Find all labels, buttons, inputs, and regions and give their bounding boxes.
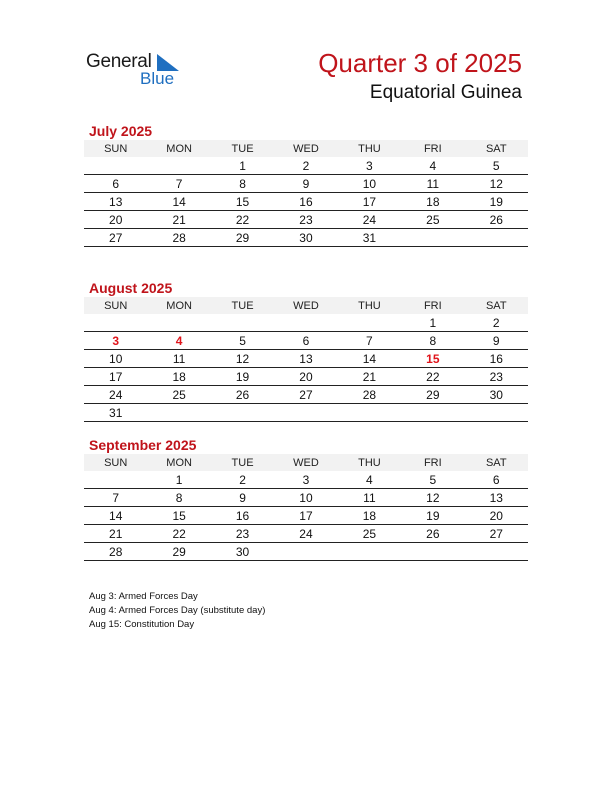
country-name: Equatorial Guinea: [369, 82, 522, 103]
day-cell: [401, 543, 464, 561]
day-cell: [465, 404, 528, 422]
week-row: [84, 543, 528, 561]
day-cell: 16: [211, 507, 274, 525]
day-cell: 2: [211, 471, 274, 489]
day-cell: 31: [84, 404, 147, 422]
weekday-header-row: [84, 297, 528, 314]
day-cell: [147, 404, 210, 422]
day-cell: 3: [338, 157, 401, 175]
day-cell: 15: [401, 350, 464, 368]
day-cell: [338, 314, 401, 332]
day-cell: 7: [147, 175, 210, 193]
month-title: August 2025: [89, 280, 173, 296]
day-cell: 23: [465, 368, 528, 386]
week-row: [84, 368, 528, 386]
week-row: [84, 489, 528, 507]
day-cell: 27: [274, 386, 337, 404]
day-cell: 19: [211, 368, 274, 386]
day-cell: [274, 404, 337, 422]
day-cell: 12: [465, 175, 528, 193]
day-cell: 23: [211, 525, 274, 543]
weekday-header: FRI: [401, 140, 464, 157]
day-cell: 16: [465, 350, 528, 368]
day-cell: 27: [84, 229, 147, 247]
day-cell: 17: [84, 368, 147, 386]
week-row: [84, 507, 528, 525]
day-cell: 25: [338, 525, 401, 543]
day-cell: [465, 543, 528, 561]
day-cell: 27: [465, 525, 528, 543]
weekday-header: WED: [274, 297, 337, 314]
day-cell: [338, 404, 401, 422]
day-cell: 10: [84, 350, 147, 368]
day-cell: 15: [147, 507, 210, 525]
day-cell: 6: [84, 175, 147, 193]
logo: [86, 51, 186, 91]
month-title: July 2025: [89, 123, 153, 139]
weekday-header: SUN: [84, 454, 147, 471]
weekday-header: SAT: [465, 297, 528, 314]
day-cell: 18: [338, 507, 401, 525]
day-cell: 7: [338, 332, 401, 350]
day-cell: 12: [401, 489, 464, 507]
week-row: [84, 386, 528, 404]
day-cell: 17: [338, 193, 401, 211]
logo-blue-text: Blue: [140, 69, 175, 88]
day-cell: [401, 229, 464, 247]
day-cell: 25: [401, 211, 464, 229]
day-cell: 1: [147, 471, 210, 489]
week-row: [84, 350, 528, 368]
weekday-header-row: [84, 140, 528, 157]
weekday-header: THU: [338, 454, 401, 471]
holiday-note: Aug 15: Constitution Day: [89, 619, 195, 630]
month-title: September 2025: [89, 437, 197, 453]
page-title: Quarter 3 of 2025: [318, 48, 522, 78]
day-cell: 1: [211, 157, 274, 175]
weekday-header: FRI: [401, 454, 464, 471]
day-cell: 11: [147, 350, 210, 368]
week-row: [84, 193, 528, 211]
day-cell: 29: [147, 543, 210, 561]
day-cell: 29: [401, 386, 464, 404]
calendar-grid: [84, 454, 528, 561]
day-cell: 14: [338, 350, 401, 368]
day-cell: 9: [211, 489, 274, 507]
weekday-header: THU: [338, 297, 401, 314]
weekday-header: THU: [338, 140, 401, 157]
weekday-header: WED: [274, 140, 337, 157]
holiday-notes: [89, 590, 265, 632]
day-cell: 16: [274, 193, 337, 211]
day-cell: 8: [401, 332, 464, 350]
day-cell: 13: [274, 350, 337, 368]
day-cell: 20: [274, 368, 337, 386]
weekday-header: SAT: [465, 140, 528, 157]
day-cell: 9: [274, 175, 337, 193]
holiday-note: Aug 3: Armed Forces Day: [89, 591, 198, 602]
week-row: [84, 525, 528, 543]
month-september: [84, 437, 528, 561]
day-cell: [274, 314, 337, 332]
month-july: [84, 123, 528, 247]
week-row: [84, 404, 528, 422]
holiday-note: Aug 4: Armed Forces Day (substitute day): [89, 605, 266, 616]
day-cell: 19: [401, 507, 464, 525]
weekday-header: TUE: [211, 140, 274, 157]
day-cell: 30: [211, 543, 274, 561]
day-cell: 13: [84, 193, 147, 211]
day-cell: 11: [338, 489, 401, 507]
logo-general-text: General: [86, 51, 152, 72]
calendar-grid: [84, 140, 528, 247]
day-cell: 22: [147, 525, 210, 543]
day-cell: 30: [274, 229, 337, 247]
calendar-grid: [84, 297, 528, 422]
day-cell: 26: [211, 386, 274, 404]
day-cell: [147, 314, 210, 332]
day-cell: [211, 404, 274, 422]
day-cell: 4: [338, 471, 401, 489]
day-cell: 28: [84, 543, 147, 561]
weekday-header: SAT: [465, 454, 528, 471]
day-cell: 7: [84, 489, 147, 507]
day-cell: 21: [84, 525, 147, 543]
weekday-header: SUN: [84, 297, 147, 314]
weekday-header: MON: [147, 140, 210, 157]
day-cell: [211, 314, 274, 332]
day-cell: 23: [274, 211, 337, 229]
day-cell: [147, 157, 210, 175]
day-cell: 2: [465, 314, 528, 332]
week-row: [84, 471, 528, 489]
weekday-header: MON: [147, 297, 210, 314]
week-row: [84, 229, 528, 247]
day-cell: [465, 229, 528, 247]
day-cell: 5: [401, 471, 464, 489]
day-cell: 30: [465, 386, 528, 404]
day-cell: 24: [84, 386, 147, 404]
day-cell: 26: [401, 525, 464, 543]
day-cell: 11: [401, 175, 464, 193]
day-cell: 3: [274, 471, 337, 489]
day-cell: 24: [274, 525, 337, 543]
day-cell: 5: [211, 332, 274, 350]
day-cell: 8: [211, 175, 274, 193]
day-cell: [401, 404, 464, 422]
day-cell: 5: [465, 157, 528, 175]
day-cell: 22: [401, 368, 464, 386]
weekday-header: TUE: [211, 454, 274, 471]
day-cell: 18: [147, 368, 210, 386]
day-cell: [84, 471, 147, 489]
day-cell: 10: [274, 489, 337, 507]
day-cell: 12: [211, 350, 274, 368]
day-cell: 26: [465, 211, 528, 229]
day-cell: [84, 314, 147, 332]
week-row: [84, 211, 528, 229]
weekday-header-row: [84, 454, 528, 471]
day-cell: 6: [465, 471, 528, 489]
day-cell: 9: [465, 332, 528, 350]
day-cell: 28: [147, 229, 210, 247]
weekday-header: FRI: [401, 297, 464, 314]
day-cell: 4: [147, 332, 210, 350]
weekday-header: SUN: [84, 140, 147, 157]
day-cell: 22: [211, 211, 274, 229]
day-cell: 10: [338, 175, 401, 193]
day-cell: 19: [465, 193, 528, 211]
day-cell: 18: [401, 193, 464, 211]
weekday-header: MON: [147, 454, 210, 471]
day-cell: [338, 543, 401, 561]
week-row: [84, 157, 528, 175]
day-cell: 20: [465, 507, 528, 525]
day-cell: 2: [274, 157, 337, 175]
weekday-header: WED: [274, 454, 337, 471]
day-cell: 17: [274, 507, 337, 525]
day-cell: 1: [401, 314, 464, 332]
day-cell: 3: [84, 332, 147, 350]
day-cell: 13: [465, 489, 528, 507]
day-cell: 24: [338, 211, 401, 229]
day-cell: 29: [211, 229, 274, 247]
day-cell: 25: [147, 386, 210, 404]
day-cell: 6: [274, 332, 337, 350]
day-cell: 14: [84, 507, 147, 525]
day-cell: 21: [338, 368, 401, 386]
day-cell: 15: [211, 193, 274, 211]
week-row: [84, 175, 528, 193]
weekday-header: TUE: [211, 297, 274, 314]
week-row: [84, 314, 528, 332]
day-cell: 4: [401, 157, 464, 175]
week-row: [84, 332, 528, 350]
month-august: [84, 280, 528, 422]
day-cell: [274, 543, 337, 561]
day-cell: [84, 157, 147, 175]
day-cell: 14: [147, 193, 210, 211]
day-cell: 28: [338, 386, 401, 404]
day-cell: 8: [147, 489, 210, 507]
day-cell: 20: [84, 211, 147, 229]
day-cell: 31: [338, 229, 401, 247]
day-cell: 21: [147, 211, 210, 229]
